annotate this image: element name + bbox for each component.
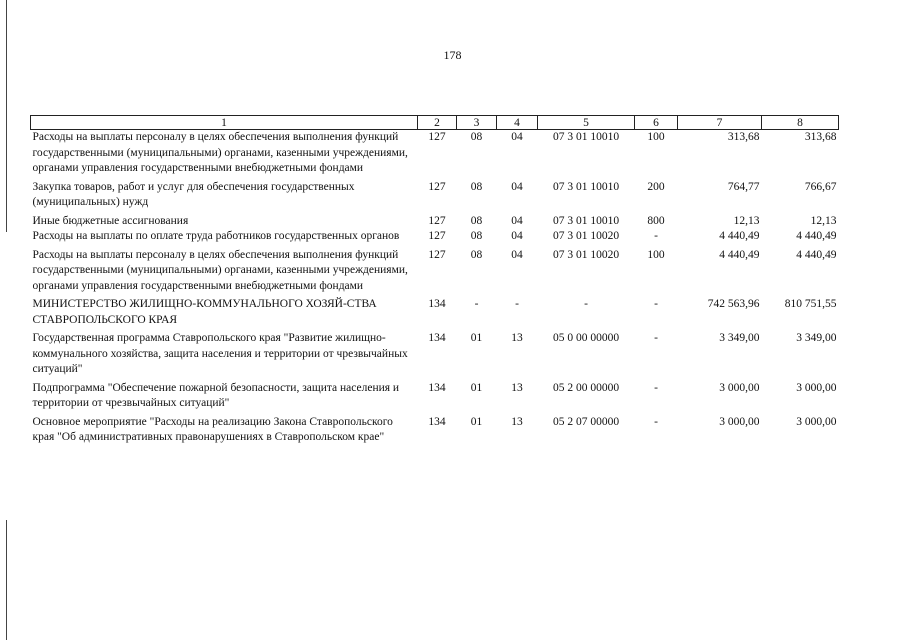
row-code-5: 05 0 00 00000	[552, 332, 620, 344]
row-code-4: 04	[511, 131, 523, 143]
row-code-5: -	[584, 298, 588, 310]
row-code-2: 127	[428, 131, 446, 143]
row-code-5: 07 3 01 10010	[552, 131, 620, 143]
table-row	[31, 294, 839, 328]
col-header: 3	[457, 116, 497, 130]
col-header: 7	[678, 116, 762, 130]
col-header: 6	[635, 116, 678, 130]
row-amount-7: 4 440,49	[719, 248, 760, 261]
row-code-3: 08	[470, 230, 483, 242]
row-code-3: -	[474, 298, 479, 310]
row-code-2: 134	[428, 415, 446, 428]
row-code-6: 100	[647, 248, 665, 261]
row-amount-8: 810 751,55	[784, 298, 837, 310]
row-code-3: 01	[470, 332, 483, 344]
row-code-6: -	[654, 230, 658, 242]
table-row	[31, 211, 839, 230]
row-code-3: 08	[470, 248, 483, 261]
col-header: 2	[418, 116, 457, 130]
table-row	[31, 130, 839, 177]
row-code-6: -	[654, 381, 658, 394]
row-code-3: 08	[470, 214, 483, 227]
table-row	[31, 245, 839, 295]
table-row	[31, 177, 839, 211]
row-amount-8: 12,13	[810, 214, 837, 227]
row-amount-7: 313,68	[727, 131, 760, 143]
row-code-5: 07 3 01 10020	[552, 248, 620, 261]
row-code-4: 13	[511, 381, 523, 394]
row-code-5: 07 3 01 10020	[552, 230, 620, 242]
row-code-3: 01	[470, 415, 483, 428]
table-row	[31, 229, 839, 245]
row-code-3: 08	[470, 180, 483, 193]
row-code-4: 04	[511, 248, 523, 261]
page-number: 178	[443, 48, 462, 62]
row-amount-7: 12,13	[733, 214, 760, 227]
table-row	[31, 378, 839, 412]
row-amount-8: 3 000,00	[796, 381, 837, 394]
row-amount-7: 742 563,96	[707, 298, 760, 310]
row-code-5: 05 2 07 00000	[552, 415, 620, 428]
row-code-2: 134	[428, 298, 446, 310]
row-code-6: 100	[647, 131, 665, 143]
row-code-2: 127	[428, 248, 446, 261]
row-code-3: 01	[470, 381, 483, 394]
row-code-5: 07 3 01 10010	[552, 214, 620, 227]
col-header: 8	[762, 116, 839, 130]
row-code-2: 134	[428, 381, 446, 394]
scan-margin-mark-bottom	[6, 520, 7, 640]
col-header: 4	[497, 116, 538, 130]
col-header: 1	[31, 116, 418, 130]
row-code-2: 134	[428, 332, 446, 344]
row-amount-8: 4 440,49	[796, 248, 837, 261]
scan-margin-mark-top	[6, 0, 7, 232]
column-number-header	[31, 116, 839, 130]
row-code-2: 127	[428, 230, 446, 242]
row-name: Государственная программа Ставропольского края "Развитие жилищно-коммунального хозяйства, защита населения и территории от чрезвычайных ситуаций"	[32, 332, 408, 375]
row-name: Подпрограмма "Обеспечение пожарной безопасности, защита населения и территории от чрезвычайных ситуаций"	[32, 381, 400, 409]
row-code-6: 200	[647, 180, 665, 193]
row-amount-7: 4 440,49	[719, 230, 760, 242]
row-code-4: 13	[511, 415, 523, 428]
table-row	[31, 412, 839, 446]
row-amount-7: 3 349,00	[719, 332, 760, 344]
row-amount-7: 764,77	[727, 180, 760, 193]
row-code-4: 04	[511, 230, 523, 242]
row-name: Основное мероприятие "Расходы на реализацию Закона Ставропольского края "Об административных правонарушениях в Ставропольском крае"	[32, 415, 393, 443]
table-row	[31, 328, 839, 378]
row-code-2: 127	[428, 214, 446, 227]
row-code-6: -	[654, 332, 658, 344]
row-code-6: -	[654, 298, 658, 310]
row-code-3: 08	[470, 131, 483, 143]
row-code-6: -	[654, 415, 658, 428]
row-code-5: 05 2 00 00000	[552, 381, 620, 394]
row-name: Расходы на выплаты персоналу в целях обеспечения выполнения функций государственными (муниципальными) органами, казенными учреждениями, органами управления государственными внебюджетными фондами	[32, 248, 408, 292]
row-code-6: 800	[647, 214, 665, 227]
row-name: Расходы на выплаты персоналу в целях обеспечения выполнения функций государственными (муниципальными) органами, казенными учреждениями, органами управления государственными внебюджетными фондами	[32, 131, 408, 174]
row-amount-8: 3 000,00	[796, 415, 837, 428]
row-name: Расходы на выплаты по оплате труда работников государственных органов	[32, 230, 400, 242]
row-code-4: 04	[511, 214, 523, 227]
row-code-4: 13	[511, 332, 523, 344]
row-code-4: -	[515, 298, 519, 310]
row-amount-8: 4 440,49	[796, 230, 837, 242]
row-code-4: 04	[511, 180, 523, 193]
row-amount-7: 3 000,00	[719, 415, 760, 428]
row-amount-8: 766,67	[804, 180, 837, 193]
col-header: 5	[538, 116, 635, 130]
row-code-2: 127	[428, 180, 446, 193]
row-amount-8: 3 349,00	[796, 332, 837, 344]
row-name: Закупка товаров, работ и услуг для обеспечения государственных (муниципальных) нужд	[32, 180, 355, 208]
row-name: МИНИСТЕРСТВО ЖИЛИЩНО-КОММУНАЛЬНОГО ХОЗЯЙ-СТВА СТАВРОПОЛЬСКОГО КРАЯ	[32, 298, 377, 326]
budget-table	[30, 115, 839, 446]
row-amount-8: 313,68	[804, 131, 837, 143]
row-name: Иные бюджетные ассигнования	[32, 214, 189, 227]
row-code-5: 07 3 01 10010	[552, 180, 620, 193]
row-amount-7: 3 000,00	[719, 381, 760, 394]
